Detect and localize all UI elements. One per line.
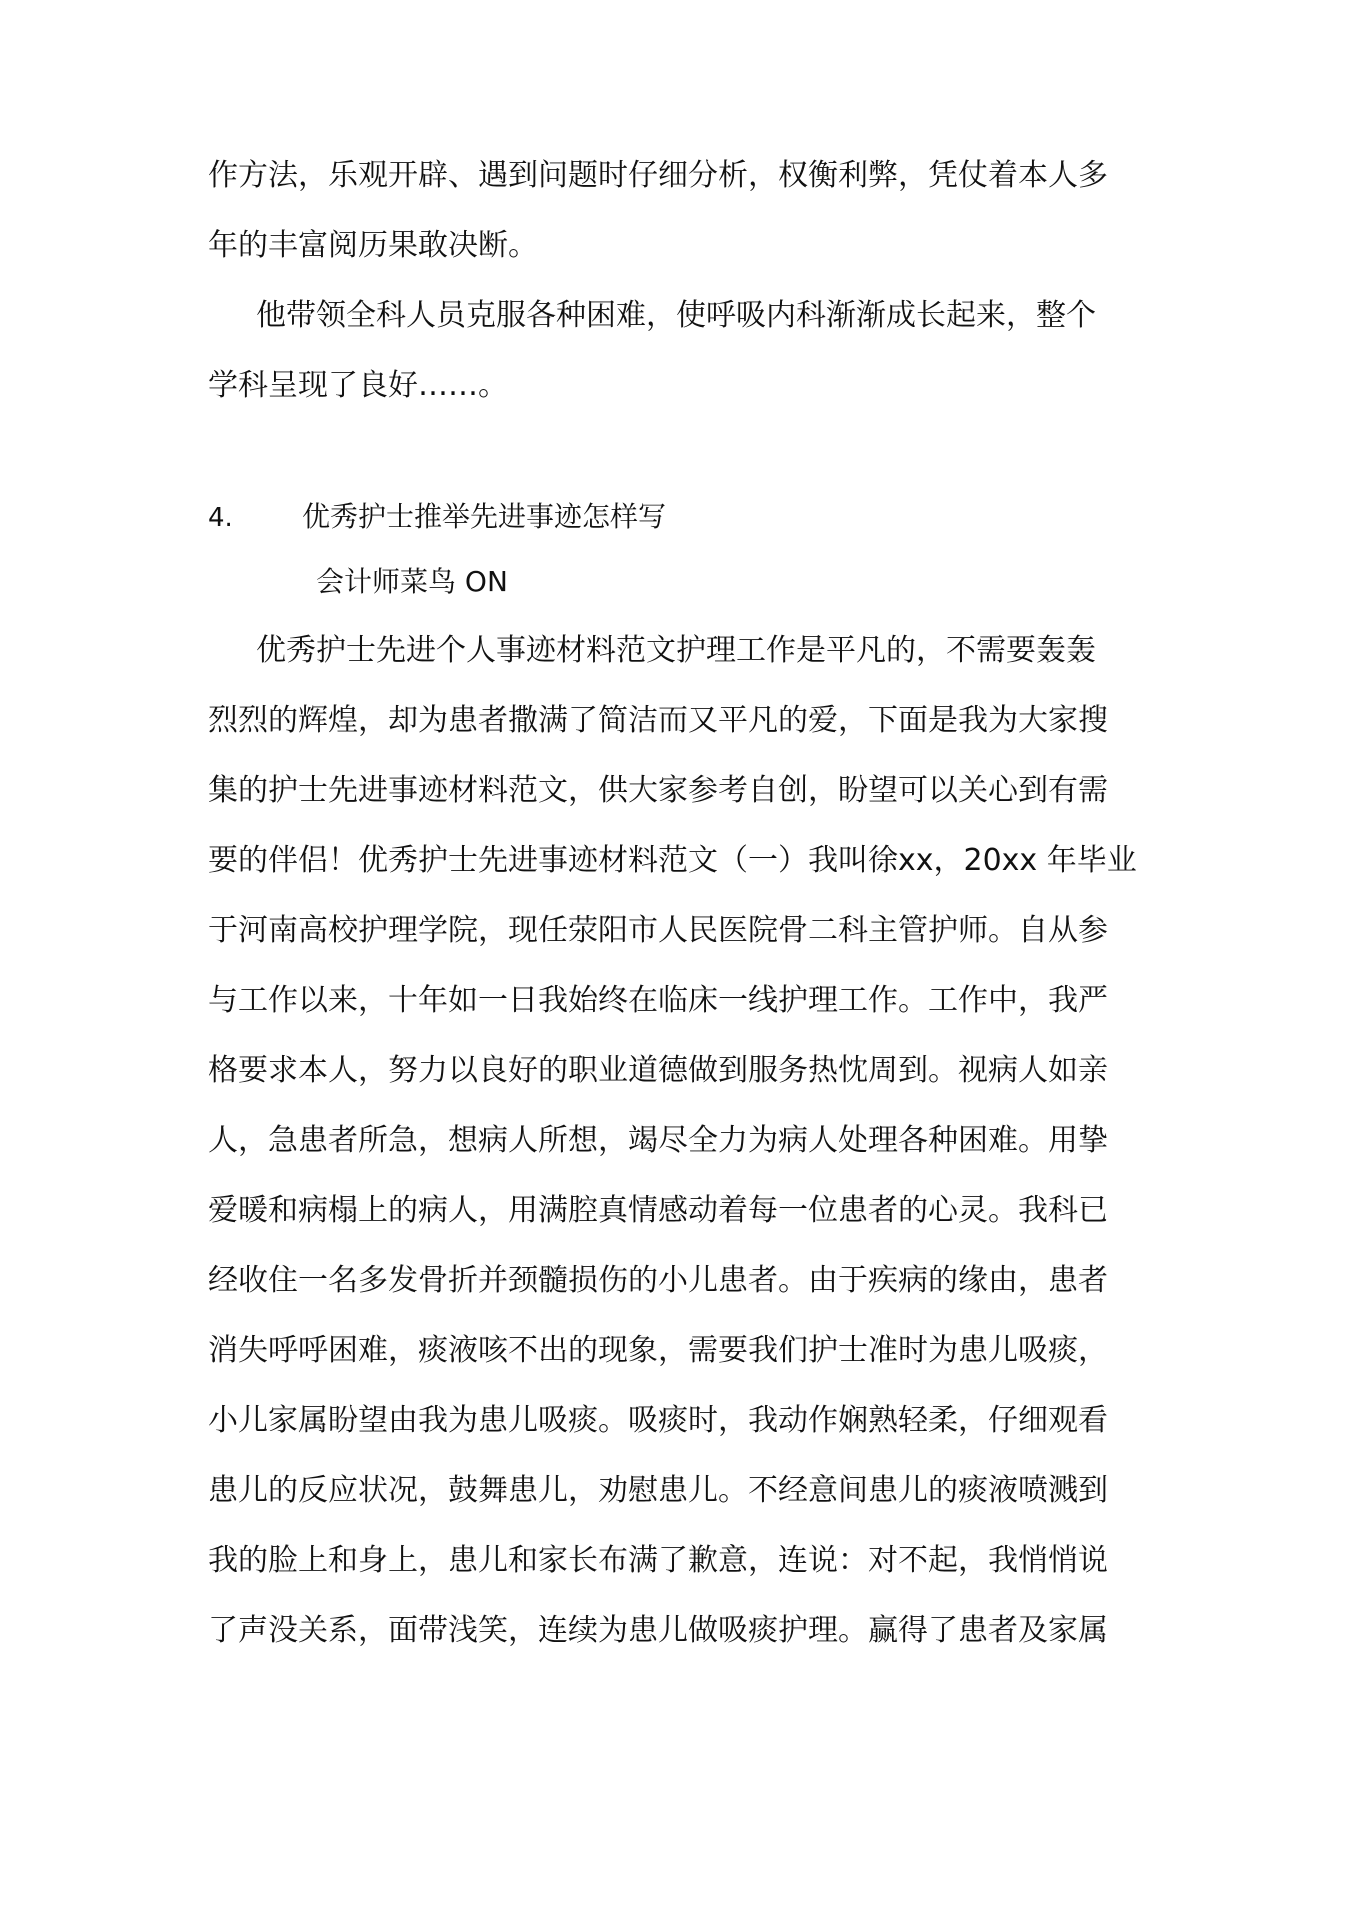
text-line: 了声没关系，面带浅笑，连续为患儿做吸痰护理。赢得了患者及家属 (208, 1613, 1108, 1648)
text-line: 要的伴侣！优秀护士先进事迹材料范文（一）我叫徐xx，20xx 年毕业 (208, 843, 1137, 878)
text-line: 爱暖和病榻上的病人，用满腔真情感动着每一位患者的心灵。我科已 (208, 1193, 1108, 1228)
paragraph-first-line: 他带领全科人员克服各种困难，使呼吸内科渐渐成长起来，整个 (256, 298, 1096, 333)
text-line: 消失呼呼困难，痰液咳不出的现象，需要我们护士准时为患儿吸痰， (208, 1333, 1108, 1368)
text-line: 格要求本人，努力以良好的职业道德做到服务热忱周到。视病人如亲 (208, 1053, 1108, 1088)
paragraph-first-line: 优秀护士先进个人事迹材料范文护理工作是平凡的，不需要轰轰 (256, 633, 1096, 668)
text-line: 于河南高校护理学院，现任荥阳市人民医院骨二科主管护师。自从参 (208, 913, 1108, 948)
text-line: 学科呈现了良好……。 (208, 368, 508, 403)
text-line: 人，急患者所急，想病人所想，竭尽全力为病人处理各种困难。用挚 (208, 1123, 1108, 1158)
spacer (208, 421, 1188, 486)
text-line: 年的丰富阅历果敢决断。 (208, 228, 538, 263)
document-content (208, 141, 1188, 1666)
section-heading (208, 486, 1188, 548)
text-line: 与工作以来，十年如一日我始终在临床一线护理工作。工作中，我严 (208, 983, 1108, 1018)
text-line: 作方法，乐观开辟、遇到问题时仔细分析，权衡利弊，凭仗着本人多 (208, 158, 1108, 193)
section-number: 4. (208, 503, 233, 533)
text-line: 我的脸上和身上，患儿和家长布满了歉意，连说：对不起，我悄悄说 (208, 1543, 1108, 1578)
text-line: 小儿家属盼望由我为患儿吸痰。吸痰时，我动作娴熟轻柔，仔细观看 (208, 1403, 1108, 1438)
section-title: 优秀护士推举先进事迹怎样写 (302, 500, 667, 533)
text-line: 烈烈的辉煌，却为患者撒满了简洁而又平凡的爱，下面是我为大家搜 (208, 703, 1108, 738)
section-author: 会计师菜鸟 ON (316, 565, 508, 598)
text-line: 经收住一名多发骨折并颈髓损伤的小儿患者。由于疾病的缘由，患者 (208, 1263, 1108, 1298)
text-line: 患儿的反应状况，鼓舞患儿，劝慰患儿。不经意间患儿的痰液喷溅到 (208, 1473, 1108, 1508)
text-line: 集的护士先进事迹材料范文，供大家参考自创，盼望可以关心到有需 (208, 773, 1108, 808)
